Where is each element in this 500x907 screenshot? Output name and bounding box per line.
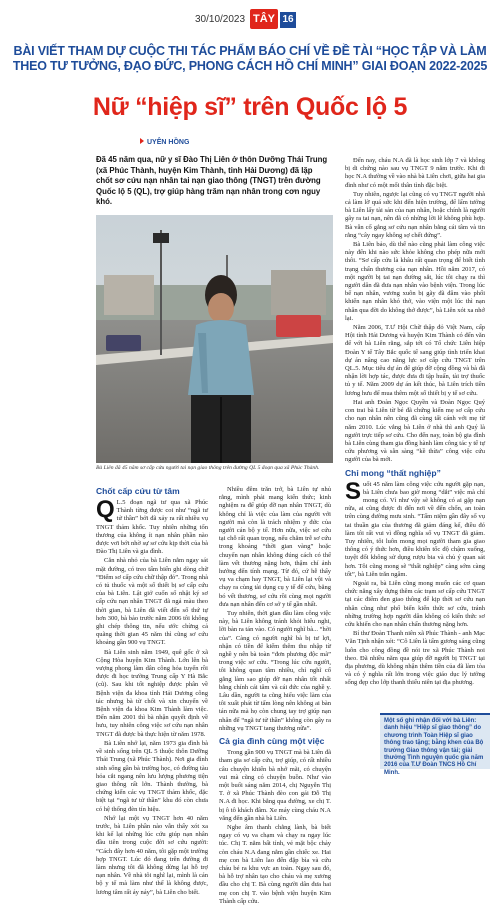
article-column-3: [345, 157, 485, 689]
paragraph: Bí thư Đoàn Thanh niên xã Phúc Thành - anh Mạc Văn Tịnh nhận xét: “Cô Liên là tấm gương sáng cũng luôn cho công đồng đề nói tre xã Phúc Thành noi theo. Đã nhiều năm qua giúp đỡ người bị TNGT tại địa phương, dù không nhận thêm tiền của đã làm tòa và có ý nghĩa rất lớn trong việc giáo dục lý tưởng sống đẹp cho lớp thanh thiếu niên tại địa phương.: [345, 630, 485, 687]
paragraph: Trong gần 900 vụ TNGT mà bà Liên đã tham gia sơ cấp cứu, trợ giúp, có rất nhiều câu chuyện khiến bà nhớ mãi, có chuyện vui mà cũng có chuyện buồn. Như vào một buổi sáng năm 2014, chị Nguyễn Thị T. ở xã Phúc Thành đèo con gái Đỗ Thị N.A đi học. Khi bằng qua đường, xe chị T. bị ô tô khách đâm. Xe máy cùng cháu N.A văng đến gần nhà bà Liên.: [219, 749, 331, 822]
paragraph: Căn nhà nhỏ của bà Liên nằm ngay sát mặt đường, có treo tấm biển ghi dòng chữ “Điểm sơ cấp cứu chữ thập đỏ”. Trong nhà có tủ thuốc và một số thiết bị sơ cấp cứu của bà Liên. Lật giở cuốn sổ nhật ký sơ cấp cứu nạn nhân TNGT đã ngả màu theo thời gian, bà Liên đã viết đến số thứ tự hơn 300, bà bảo trước năm 2006 tôi không ghi chép thông tin, nếu ước chừng cả quãng thời gian 45 năm thì cũng sơ cứu khoảng gần 900 vụ TNGT.: [96, 557, 208, 647]
paragraph: Năm 2006, T.Ư Hội Chữ thập đỏ Việt Nam, cấp Hội tỉnh Hải Dương và huyện Kim Thành có đến văn để với bà Liên rằng, sắp tới có Tổ chức Liên hiệp Đoàn Y tế Tây Bắc quốc tế sang giúp tình triển khai dự án nâng cao năng lực sơ cấp cứu TNGT trên QL.5. Mục tiêu dự án để giúp đỡ cộng đồng và bà đã nhận lời hợp tác, được đưa đi tập huấn, tài trợ thuốc tủ y tế. Năm 2009 dự án kết thúc, bà Liên trích tiền lương hưu để mua thêm một số thiết bị y tế sơ cứu.: [345, 324, 485, 397]
paragraph: Q L.5 đoạn ngã tư qua xã Phúc Thành từng được coi như “ngã tư tử thần” bởi đã xảy ra rất nhiều vụ TNGT thảm khốc. Tuy nhiên những tổn thương của không ít nạn nhân phần nào được vơi bớt nhờ sự sơ cứu kịp thời của bà Đào Thị Liên và gia đình.: [96, 496, 208, 556]
paragraph: Ngoài ra, bà Liên cũng mong muốn các cơ quan chức năng xây dựng thêm các trạm sơ cấp cứu TNGT tại các điểm đen giao thông để kịp thời sơ cứu nạn nhân cũng như phổ biến kiến thức sơ cứu, tránh những trường hợp người dân không có kiến thức sơ cứu khiến cho nạn nhân chấn thương nặng hơn.: [345, 579, 485, 628]
paragraph: Tuy nhiên, ngược lại cũng có vụ TNGT người nhà cả làm lỡ quá sức khi đến hiện trường, để lấm tưởng bà Liên lấy tài sản của nạn nhân, hoặc chính là người gây ra tai nạn, nên đã có những lời lẽ không phù hợp. Bà vẫn cố gắng sơ cứu nạn nhân bằng cái tâm và tin rằng “cây ngay không sợ chết đứng”.: [345, 190, 485, 239]
dropcap: S: [345, 477, 362, 505]
section-heading: Cả gia đình cùng một việc: [219, 736, 325, 747]
page-number: 16: [280, 12, 296, 28]
paragraph: Bà Liên nhớ lại, năm 1973 gia đình bà về sinh sống trên QL 5 thuộc thôn Dưỡng Thái Trung (xã Phúc Thành). Nơi gia đình sinh sống gần bà trường học, có đường tàu hỏa cắt ngang nên lưu lượng phương tiện giao thông rất lớn. Thành thường, bà chứng kiến các vụ TNGT thảm khốc, đặc biệt tại “ngã tư tử thần” khu đó còn chưa có hệ thống đèn tín hiệu.: [96, 739, 208, 813]
paragraph: Bà Liên sinh năm 1949, quê gốc ở xã Cộng Hòa huyện Kim Thành. Lớn lên bà vượng phong làm dân công hỏa tuyến rồi được đi học trường Trung cấp Y Hà Bắc (cũ). Sau khi tốt nghiệp được phân về Bệnh viện đa khoa tỉnh Hải Dương công tác nhưng bà từ chối và xin chuyển về Bệnh viện đa khoa Kim Thành làm việc. Đến năm 2001 thì bà nhận quyết định về hưu, tuy nhiên công việc sơ cứu nạn nhân TNGT đã được bà thực hiện từ năm 1978.: [96, 648, 208, 738]
dropcap: Q: [96, 496, 115, 523]
author-byline: [140, 138, 189, 146]
article-title: Nữ “hiệp sĩ” trên Quốc lộ 5: [92, 93, 408, 121]
paragraph: Nghe âm thanh chẳng lành, bà biết ngay có vụ va chạm và chạy ra ngay lúc túc. Chị T. nằm bất tỉnh, vẻ mặt bộc chảy còn cháu N.A đang nằm gần chiếc xe. Hai mẹ con bà Liên lao đến đặp bìa và cứu cháu bé ra khu vực an toàn. Ngay sau đó, bà hỗ trợ nhân tạo cho cháu và mẹ xương đầu cho chị T. Bà cùng người dân đưa hai mẹ con chị T. vào bệnh viện huyện Kim Thành cấp cứu.: [219, 823, 331, 905]
paragraph: Nhiều đêm trăn trở, bà Liên tự nhủ rằng, mình phải mang kiến thức; kinh nghiệm ra để giúp đỡ nạn nhân TNGT, dù không chỉ là việc của làm của người với người mà còn là trách nhiệm y đức của người cán bộ y tế. Hơn nữa, việc sơ cứu tại chỗ rất quan trọng, nếu chăm trễ sơ cứu trong khoảng “thời gian vàng” hoặc chuyển nạn nhân không đúng cách có thể làm vết thương nặng hơn, thậm chí ảnh hưởng đến tính mạng. Từ đó, cứ hễ thấy vụ va chạm hay TNGT, bà Liên lại vội và chạy ra cùng tài dụng cụ y tế để cứu, băng bó vết thương, sơ cứu rồi cùng mọi người đưa nạn nhân đến cơ sở y tế gần nhất.: [219, 486, 331, 608]
page-header: [0, 0, 500, 36]
paragraph: Nhớ lại một vụ TNGT hơn 40 năm trước, bà Liên phần nào vẫn thấy xót xa khi kể lại những lúc cứu giúp nạn nhân đầu tiên trong cuộc đời sơ cứu người: “Cách đây hơn 40 năm, tôi gặp một trường hợp TNGT. Lúc đó đang trên đường đi làm nhưng tôi đã không dừng lại hỗ trợ nạn nhân. Về nhà tôi nghĩ lại, mình là cán bộ y tế mà làm như thế là không được, lương tâm rất áy náy”, bà Liên cho biết.: [96, 814, 208, 896]
paragraph: Tuy nhiên, thời gian đầu làm công việc này, bà Liên không tránh khỏi hiểu nghi, lời bàn ra tán vào. Có người nghĩ bà... “hời của”. Càng có người nghĩ bà bị tư lợi, nhận có tiền để kiếm thêm thu nhập từ nghề y nên bà toàn “đơn phương độc mã” trong việc sơ cứu. “Trong lúc cứu người, tôi không quan tâm nhiều, chỉ nghĩ cố gắng làm sao giúp đỡ nạn nhân tốt nhất bằng chính cái tâm và cái đức của nghề y. Lâu dần, người ta cũng hiểu việc làm của tôi xuất phát từ tấm lòng nên không ai bàn tán nữa mà họ còn chung tay trợ giúp nạn nhân để “ngã tư tử thần” không còn gây ra những vụ TNGT tang thương nữa”.: [219, 610, 331, 732]
article-column-1: [96, 486, 208, 898]
paragraph: Hai anh Đoàn Ngọc Quyền và Đoàn Ngọc Quý con trai bà Liên từ bé đã chứng kiến mẹ sơ cấp cứu cho nạn nhân nên cũng đã cùng tất cánh với mẹ từ năm 2010. Lúc vắng bà Liên ở nhà thì anh Quý là người trực tiếp sơ cứu. Cho đến nay, toàn bộ gia đình bà Liên cùng tham gia đồng hành làm công tác y tế tự cứu phương và sẵn sàng “kề thừa” công việc cứu người của bà mới.: [345, 398, 485, 464]
issue-date: 30/10/2023: [195, 14, 246, 25]
photo-illustration: [96, 215, 333, 463]
section-heading: Chốt cấp cứu từ tâm: [96, 486, 180, 496]
series-title: BÀI VIẾT THAM DỰ CUỘC THI TÁC PHẨM BÁO CHÍ VỀ ĐỀ TÀI “HỌC TẬP VÀ LÀM THEO TƯ TƯỞNG, ĐẠO ĐỨC, PHONG CÁCH HỒ CHÍ MINH” GIAI ĐOẠN 2022-2025: [12, 44, 488, 73]
author-name: UYÊN HỒNG: [147, 139, 190, 146]
paragraph: Suốt 45 năm làm công việc cứu người gặp nạn, bà Liên chưa bao giờ mong “dắt” việc mà chỉ mong có. Vì như vậy sẽ không có ai gặp nạn nữa, ai cũng được đi đến nơi về đến chốn, an toàn trên cùng đường mưu sinh. “Tấm niệm gần đây số vụ tai thuần gia của thương đã giảm đáng kể, điều đó làm tôi rất vui vì đồng nghĩa số vụ TNGT đã giảm. Tuy nhiên, tôi luôn mong mọi người tham gia giao thông có ý thức hơn, điều khiển tốc độ chậm xuống, tuyệt đối không sử dụng rượu bia và chủ ý quan sát hơn. Tôi cũng mong sẽ “thất nghiệp” càng sớm càng tốt”, bà Liên trăn ngâm.: [345, 477, 485, 578]
achievements-box: Một số ghi nhận đối với bà Liên: danh hiệu “Hiệp sĩ giao thông” do chương trình Toàn Hiệp sĩ giao thông trao tặng; bằng khen của Bộ trưởng Giao thông vận tải; giải thưởng Tình nguyện quốc gia năm 2016 của T.Ư Đoàn TNCS Hồ Chí Minh.: [380, 713, 490, 769]
paragraph: Đến nay, cháu N.A đã là học sinh lớp 7 và không bị di chứng nào sau vụ TNGT 9 năm trước. Khi đi học N.A thường về vào nhà bà Liên chơi, giữa hai gia đình như có một mối thân tình đặc biệt.: [345, 157, 485, 189]
article-photo: [96, 215, 333, 463]
photo-caption: Bà Liên đã 45 năm sơ cấp cứu người tai nạn giao thông trên đường QL 5 đoạn qua xã Phúc Thành.: [96, 465, 320, 471]
triangle-icon: [140, 138, 144, 144]
newspaper-logo: TÂY: [250, 9, 278, 29]
article-column-2: [219, 486, 331, 907]
section-heading: Chỉ mong “thất nghiệp”: [345, 467, 441, 478]
paragraph: Bà Liên bảo, dù thế nào cũng phải làm công việc này đến khi nào sức khỏe không cho phép nữa mới thôi. “Sơ cấp cứu là khâu rất quan trọng để biết tình trạng chấn thương của nạn nhân. Hồi năm 2017, có một người bị tai nạn đường sắt, lúc tôi chạy ra thì người dân đã đưa nạn nhân vào bệnh viện. Trong lúc bế nạn nhân, vương xuôn bị gãy đã đâm vào phổi khiến nạn nhân khó thở, vào viện một lúc thì nạn nhân qua đời do không thở được”, bà Liên xót xa nhớ lại.: [345, 241, 485, 322]
article-lead: Đã 45 năm qua, nữ y sĩ Đào Thị Liên ở thôn Dưỡng Thái Trung (xã Phúc Thành, huyện Kim Thành, tỉnh Hải Dương) đã lặp chốt sơ cứu nạn nhân tai nạn giao thông (TNGT) trên đường Quốc lộ 5 (QL), trợ giúp hàng trăm nạn nhân trong cơn nguy khó.: [96, 155, 328, 207]
